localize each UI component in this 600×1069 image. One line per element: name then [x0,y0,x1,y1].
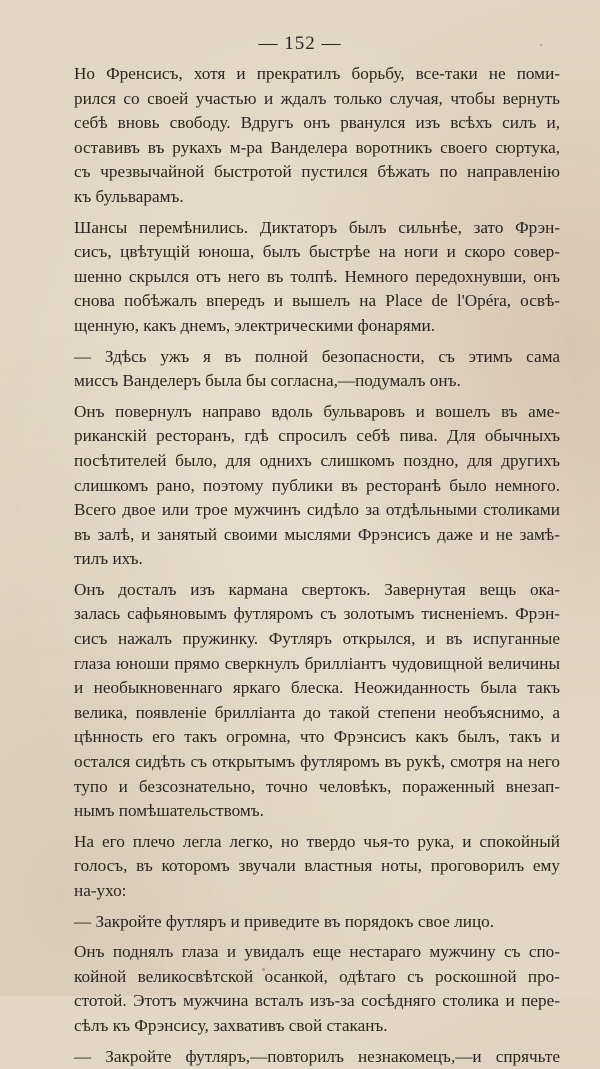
text-line: сисъ нажалъ пружинку. Футляръ открылся, и въ испуганные [74,629,560,649]
paper-speck [540,44,542,46]
text-line: щенную, какъ днемъ, электрическими фонарями. [74,315,436,335]
text-line: посѣтителей было, для однихъ слишкомъ поздно, для другихъ [74,450,560,470]
text-line: снова побѣжалъ впередъ и вышелъ на Place de l'Opéra, освѣ- [74,291,560,311]
text-line: съ чрезвычайной быстротой пустился бѣжать по направленію [74,162,560,182]
text-line: койной великосвѣтской осанкой, одѣтаго съ роскошной про- [74,966,560,986]
paragraph [74,578,560,824]
text-line: — Закройте футляръ и приведите въ порядокъ свое лицо. [74,911,495,931]
text-line: цѣнность его такъ огромна, что Фрэнсисъ какъ былъ, такъ и [74,727,560,747]
paragraph [74,1045,560,1069]
paragraph [74,830,560,904]
paragraph [74,400,560,572]
text-line: Онъ поднялъ глаза и увидалъ еще нестараго мужчину съ спо- [74,942,560,962]
body-text [74,62,560,1069]
page-number: — 152 — [258,33,342,54]
text-line: миссъ Ванделеръ была бы согласна,—подумалъ онъ. [74,371,461,391]
paragraph [74,345,560,394]
text-line: шенно скрылся отъ него въ толпѣ. Немного передохнувши, онъ [74,266,560,286]
text-line: рился со своей участью и ждалъ только случая, чтобы вернуть [74,88,560,108]
text-line: сѣлъ къ Фрэнсису, захвативъ свой стаканъ. [74,1015,388,1035]
text-line: — Закройте футляръ,—повторилъ незнакомецъ,—и спрячьте [74,1046,560,1066]
paragraph [74,62,560,210]
text-line: голосъ, въ которомъ звучали властныя ноты, проговорилъ ему [74,856,560,876]
text-line: на-ухо: [74,881,127,900]
paper-speck [262,968,265,971]
text-line: стотой. Этотъ мужчина всталъ изъ-за сосѣдняго столика и пере- [74,991,560,1011]
paragraph [74,910,560,935]
paragraph [74,940,560,1038]
text-line: остался сидѣть съ открытымъ футляромъ въ рукѣ, смотря на него [74,752,560,772]
text-line: слишкомъ рано, поэтому публики въ ресторанѣ было немного. [74,475,560,495]
text-line: и необыкновеннаго яркаго блеска. Неожиданность была такъ [74,678,560,698]
text-line: тилъ ихъ. [74,549,143,569]
text-line: глаза юноши прямо сверкнулъ брилліантъ чудовищной величины [74,653,560,673]
text-line: риканскій ресторанъ, гдѣ спросилъ себѣ пива. Для обычныхъ [74,426,560,446]
text-line: сисъ, цвѣтущій юноша, былъ быстрѣе на ноги и скоро совер- [74,242,560,262]
text-line: оставивъ въ рукахъ м-ра Ванделера воротникъ своего сюртука, [74,137,560,157]
text-line: къ бульварамъ. [74,186,184,206]
text-line: залась сафьяновымъ футляромъ съ золотымъ тисненіемъ. Фрэн- [74,604,560,624]
text-line: Онъ повернулъ направо вдоль бульваровъ и вошелъ въ аме- [74,401,560,421]
text-line: На его плечо легла легко, но твердо чья-то рука, и спокойный [74,831,560,851]
text-line: Всего двое или трое мужчинъ сидѣло за отдѣльными столиками [74,500,560,520]
text-line: нымъ помѣшательствомъ. [74,801,264,821]
text-line: Но Френсисъ, хотя и прекратилъ борьбу, все-таки не поми- [74,64,560,83]
text-line: — Здѣсь ужъ я въ полной безопасности, съ этимъ сама [74,346,560,366]
paragraph [74,216,560,339]
text-line: Онъ досталъ изъ кармана свертокъ. Завернутая вещь ока- [74,579,560,599]
text-line: велика, появленіе брилліанта до такой степени необъяснимо, а [74,702,560,722]
text-line: Шансы перемѣнились. Диктаторъ былъ сильнѣе, зато Фрэн- [74,217,560,237]
text-line: въ залѣ, и занятый своими мыслями Фрэнсисъ даже и не замѣ- [74,524,560,544]
text-line: себѣ вновь свободу. Вдругъ онъ рванулся изъ всѣхъ силъ и, [74,113,560,133]
text-line: тупо и безсознательно, точно человѣкъ, пораженный внезап- [74,776,560,796]
